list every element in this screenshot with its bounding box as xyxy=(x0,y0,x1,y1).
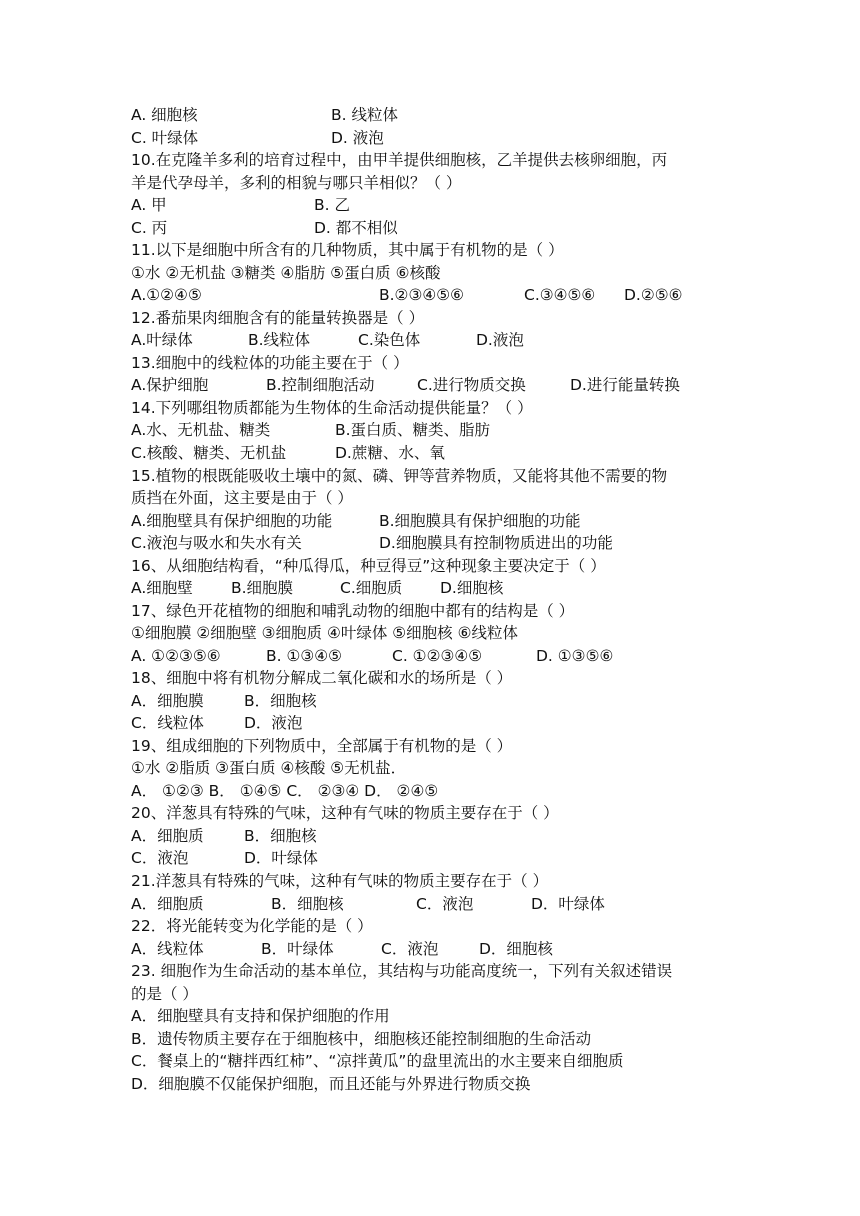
q9-options-row-2 xyxy=(131,127,731,150)
q15-option-b[interactable]: B.细胞膜具有保护细胞的功能 xyxy=(379,512,581,530)
q16-option-c[interactable]: C.细胞质 xyxy=(340,579,403,597)
q15-option-c[interactable]: C.液泡与吸水和失水有关 xyxy=(131,534,302,552)
q15-stem-line-2: 质挡在外面，这主要是由于（ ） xyxy=(131,489,353,507)
q15-options-row-1 xyxy=(131,510,731,533)
q17-option-a[interactable]: A. ①②③⑤⑥ xyxy=(131,647,221,665)
q9-option-b[interactable]: B. 线粒体 xyxy=(331,106,398,124)
q14-option-a[interactable]: A.水、无机盐、糖类 xyxy=(131,421,271,439)
q13-option-c[interactable]: C.进行物质交换 xyxy=(417,376,526,394)
q21-option-d[interactable]: D．叶绿体 xyxy=(531,895,605,913)
q19-options-row[interactable]: A． ①②③ B． ①④⑤ C． ②③④ D． ②④⑤ xyxy=(131,782,439,800)
q23-option-d[interactable]: D．细胞膜不仅能保护细胞，而且还能与外界进行物质交换 xyxy=(131,1075,531,1093)
q12-option-b[interactable]: B.线粒体 xyxy=(248,331,311,349)
q18-option-a[interactable]: A．细胞膜 xyxy=(131,692,204,710)
q14-option-b[interactable]: B.蛋白质、糖类、脂肪 xyxy=(335,421,491,439)
q22-option-a[interactable]: A．线粒体 xyxy=(131,940,204,958)
q12-option-c[interactable]: C.染色体 xyxy=(358,331,421,349)
q9-option-a[interactable]: A. 细胞核 xyxy=(131,106,198,124)
q15-option-d[interactable]: D.细胞膜具有控制物质进出的功能 xyxy=(379,534,613,552)
q21-option-a[interactable]: A．细胞质 xyxy=(131,895,204,913)
q15-stem-line-1: 15.植物的根既能吸收土壤中的氮、磷、钾等营养物质，又能将其他不需要的物 xyxy=(131,467,668,485)
q19-items: ①水 ②脂质 ③蛋白质 ④核酸 ⑤无机盐． xyxy=(131,759,407,777)
q10-option-a[interactable]: A. 甲 xyxy=(131,196,167,214)
q17-option-c[interactable]: C. ①②③④⑤ xyxy=(392,647,483,665)
q22-options-row xyxy=(131,938,731,961)
q23-option-c[interactable]: C．餐桌上的“糖拌西红柿”、“凉拌黄瓜”的盘里流出的水主要来自细胞质 xyxy=(131,1052,624,1070)
q17-option-d[interactable]: D. ①③⑤⑥ xyxy=(536,647,614,665)
q18-stem: 18、细胞中将有机物分解成二氧化碳和水的场所是（ ） xyxy=(131,669,513,687)
q11-option-c[interactable]: C.③④⑤⑥ xyxy=(524,286,596,304)
q19-stem: 19、组成细胞的下列物质中，全部属于有机物的是（ ） xyxy=(131,737,513,755)
q22-stem: 22．将光能转变为化学能的是（ ） xyxy=(131,917,373,935)
q17-stem: 17、绿色开花植物的细胞和哺乳动物的细胞中都有的结构是（ ） xyxy=(131,602,575,620)
q11-option-d[interactable]: D.②⑤⑥ xyxy=(624,286,683,304)
q20-options-row-1 xyxy=(131,825,731,848)
q11-items: ①水 ②无机盐 ③糖类 ④脂肪 ⑤蛋白质 ⑥核酸 xyxy=(131,264,441,282)
q20-option-d[interactable]: D．叶绿体 xyxy=(244,849,318,867)
q10-options-row-1 xyxy=(131,194,731,217)
q23-stem-line-1: 23. 细胞作为生命活动的基本单位，其结构与功能高度统一，下列有关叙述错误 xyxy=(131,962,673,980)
q13-option-d[interactable]: D.进行能量转换 xyxy=(570,376,680,394)
q21-stem: 21.洋葱具有特殊的气味，这种有气味的物质主要存在于（ ） xyxy=(131,872,549,890)
q20-option-a[interactable]: A．细胞质 xyxy=(131,827,204,845)
q15-option-a[interactable]: A.细胞壁具有保护细胞的功能 xyxy=(131,512,333,530)
q18-option-c[interactable]: C．线粒体 xyxy=(131,714,204,732)
q16-stem: 16、从细胞结构看，“种瓜得瓜，种豆得豆”这种现象主要决定于（ ） xyxy=(131,557,606,575)
q10-options-row-2 xyxy=(131,217,731,240)
q14-option-c[interactable]: C.核酸、糖类、无机盐 xyxy=(131,444,287,462)
q13-options-row xyxy=(131,374,731,397)
q23-option-b[interactable]: B．遗传物质主要存在于细胞核中，细胞核还能控制细胞的生命活动 xyxy=(131,1030,592,1048)
q13-option-b[interactable]: B.控制细胞活动 xyxy=(266,376,375,394)
q14-options-row-2 xyxy=(131,442,731,465)
q18-option-d[interactable]: D．液泡 xyxy=(244,714,303,732)
q10-stem-line-2: 羊是代孕母羊，多利的相貌与哪只羊相似？（ ） xyxy=(131,174,462,192)
q12-options-row xyxy=(131,329,731,352)
q17-items: ①细胞膜 ②细胞壁 ③细胞质 ④叶绿体 ⑤细胞核 ⑥线粒体 xyxy=(131,624,519,642)
q12-option-d[interactable]: D.液泡 xyxy=(476,331,524,349)
q20-option-b[interactable]: B．细胞核 xyxy=(244,827,317,845)
q10-option-d[interactable]: D. 都不相似 xyxy=(314,219,398,237)
q17-options-row xyxy=(131,645,731,668)
q18-options-row-1 xyxy=(131,690,731,713)
q11-stem: 11.以下是细胞中所含有的几种物质，其中属于有机物的是（ ） xyxy=(131,241,564,259)
q10-option-b[interactable]: B. 乙 xyxy=(314,196,350,214)
q9-option-d[interactable]: D. 液泡 xyxy=(331,129,384,147)
q17-option-b[interactable]: B. ①③④⑤ xyxy=(266,647,343,665)
q21-option-c[interactable]: C．液泡 xyxy=(416,895,474,913)
q12-stem: 12.番茄果肉细胞含有的能量转换器是（ ） xyxy=(131,309,425,327)
q23-stem-line-2: 的是（ ） xyxy=(131,985,198,1003)
q22-option-d[interactable]: D．细胞核 xyxy=(479,940,553,958)
q9-options-row-1 xyxy=(131,104,731,127)
q18-option-b[interactable]: B．细胞核 xyxy=(244,692,317,710)
q20-stem: 20、洋葱具有特殊的气味，这种有气味的物质主要存在于（ ） xyxy=(131,804,559,822)
q10-option-c[interactable]: C. 丙 xyxy=(131,219,168,237)
q14-option-d[interactable]: D.蔗糖、水、氧 xyxy=(335,444,445,462)
q14-stem: 14.下列哪组物质都能为生物体的生命活动提供能量？（ ） xyxy=(131,399,533,417)
q22-option-c[interactable]: C．液泡 xyxy=(381,940,439,958)
q13-stem: 13.细胞中的线粒体的功能主要在于（ ） xyxy=(131,354,409,372)
q23-option-a[interactable]: A．细胞壁具有支持和保护细胞的作用 xyxy=(131,1007,390,1025)
q16-option-b[interactable]: B.细胞膜 xyxy=(231,579,294,597)
q16-option-d[interactable]: D.细胞核 xyxy=(440,579,504,597)
q11-option-b[interactable]: B.②③④⑤⑥ xyxy=(379,286,465,304)
q21-options-row xyxy=(131,893,731,916)
q22-option-b[interactable]: B．叶绿体 xyxy=(261,940,334,958)
q11-options-row xyxy=(131,284,731,307)
q13-option-a[interactable]: A.保护细胞 xyxy=(131,376,209,394)
q18-options-row-2 xyxy=(131,712,731,735)
q16-options-row xyxy=(131,577,731,600)
q20-options-row-2 xyxy=(131,847,731,870)
q12-option-a[interactable]: A.叶绿体 xyxy=(131,331,193,349)
q15-options-row-2 xyxy=(131,532,731,555)
q10-stem-line-1: 10.在克隆羊多利的培育过程中，由甲羊提供细胞核，乙羊提供去核卵细胞，丙 xyxy=(131,151,668,169)
q16-option-a[interactable]: A.细胞壁 xyxy=(131,579,193,597)
q14-options-row-1 xyxy=(131,419,731,442)
q11-option-a[interactable]: A.①②④⑤ xyxy=(131,286,202,304)
q21-option-b[interactable]: B．细胞核 xyxy=(271,895,344,913)
q20-option-c[interactable]: C．液泡 xyxy=(131,849,189,867)
q9-option-c[interactable]: C. 叶绿体 xyxy=(131,129,199,147)
